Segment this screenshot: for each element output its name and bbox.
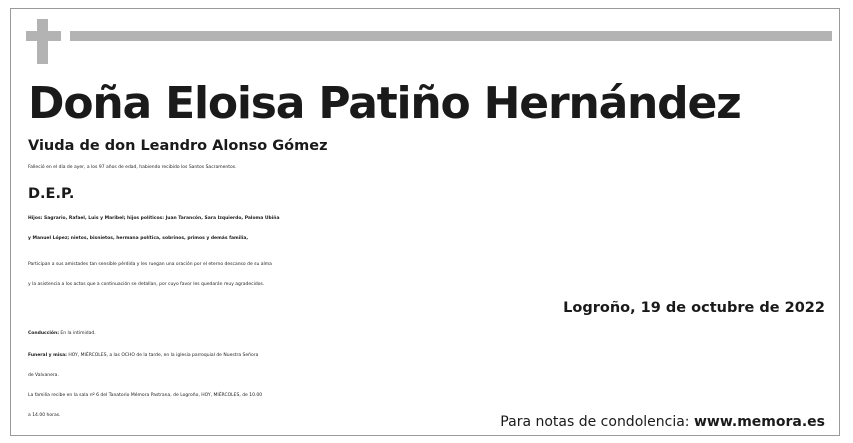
funeral-label: Funeral y misa:: [28, 353, 67, 358]
place-date: Logroño, 19 de octubre de 2022: [563, 300, 825, 316]
condolence-label: Para notas de condolencia:: [500, 414, 694, 430]
family-receives-1: La familia recibe en la sala nº 6 del Tanatorio Mémora Pastrana, de Logroño, HOY, MIÉRCOLES, de 10.00: [28, 393, 263, 398]
conduccion-label: Conducción:: [28, 331, 59, 336]
family-line-1: Hijos: Sagrario, Rafael, Luis y Maribel; hijos políticos: Juan Tarancón, Sara Izquierdo, Paloma Ubiña: [28, 216, 280, 221]
funeral-text-1: HOY, MIÉRCOLES, a las OCHO de la tarde, en la iglesia parroquial de Nuestra Señora: [66, 353, 259, 358]
header-rule: [70, 31, 832, 41]
death-line: Falleció en el día de ayer, a los 97 años de edad, habiendo recibido los Santos Sacramentos.: [28, 165, 237, 170]
condolence-line: [500, 412, 825, 432]
widow-line: Viuda de don Leandro Alonso Gómez: [28, 138, 328, 154]
invite-line-1: Participan a sus amistades tan sensible pérdida y les ruegan una oración por el eterno descanso de su alma: [28, 262, 272, 267]
cross-icon: [37, 19, 48, 64]
dep-line: D.E.P.: [28, 186, 75, 202]
invite-line-2: y la asistencia a los actos que a continuación se detallan, por cuyo favor les quedarán muy agradecidos.: [28, 282, 265, 287]
condolence-link[interactable]: www.memora.es: [693, 414, 825, 430]
conduccion-line: [28, 324, 828, 344]
cross-icon-bar: [26, 31, 61, 41]
conduccion-text: En la intimidad.: [59, 331, 96, 336]
funeral-line-1: [28, 346, 828, 366]
deceased-name: Doña Eloisa Patiño Hernández: [28, 78, 741, 129]
funeral-line-2: de Valvanera.: [28, 373, 59, 378]
family-line-2: y Manuel López; nietos, bisnietos, hermana política, sobrinos, primos y demás familia,: [28, 236, 249, 241]
family-receives-2: a 14.00 horas.: [28, 413, 61, 418]
